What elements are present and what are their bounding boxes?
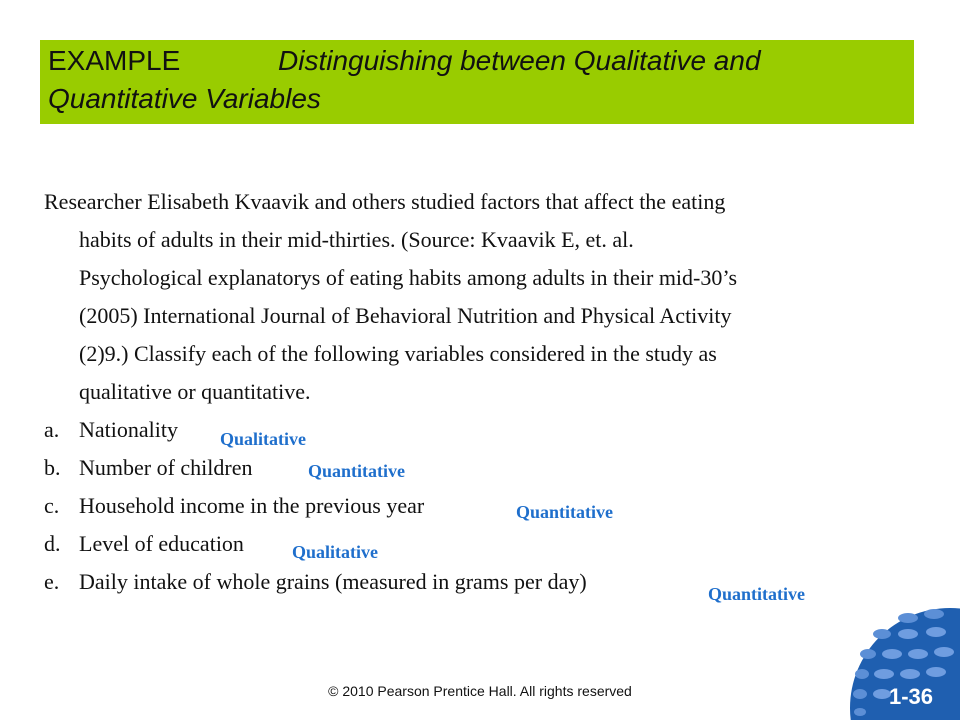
list-marker: e.	[44, 569, 60, 594]
title-line-1	[48, 44, 761, 78]
page-number: 1-36	[889, 684, 934, 709]
title-line-2	[48, 82, 321, 116]
list-item	[44, 492, 424, 520]
item-text: Level of education	[79, 531, 244, 556]
intro-line: Psychological explanatorys of eating habits among adults in their mid-30’s	[79, 265, 738, 290]
item-text: Household income in the previous year	[79, 493, 425, 518]
list-item	[44, 454, 253, 482]
answer-household-income: Quantitative	[516, 502, 613, 522]
intro-line: habits of adults in their mid-thirties. (Source: Kvaavik E, et. al.	[79, 227, 634, 252]
list-item	[44, 568, 587, 596]
list-marker: c.	[44, 493, 60, 518]
intro-line: (2005) International Journal of Behavioral Nutrition and Physical Activity	[79, 303, 732, 328]
answer-nationality: Qualitative	[220, 429, 306, 449]
copyright-footer: © 2010 Pearson Prentice Hall. All rights reserved	[328, 683, 632, 699]
title-bar	[40, 40, 914, 124]
title-main: Distinguishing between Qualitative and	[278, 45, 761, 76]
list-marker: a.	[44, 417, 60, 442]
answer-number-of-children: Quantitative	[308, 461, 405, 481]
intro-line: (2)9.) Classify each of the following variables considered in the study as	[79, 341, 717, 366]
item-text: Daily intake of whole grains (measured in grams per day)	[79, 569, 587, 594]
list-item	[44, 530, 244, 558]
list-marker: d.	[44, 531, 61, 556]
item-text: Nationality	[79, 417, 178, 442]
answer-daily-intake: Quantitative	[708, 584, 805, 604]
title-continuation: Quantitative Variables	[48, 83, 321, 114]
list-item	[44, 416, 178, 444]
list-marker: b.	[44, 455, 61, 480]
answer-level-of-education: Qualitative	[292, 542, 378, 562]
intro-line: qualitative or quantitative.	[79, 379, 311, 404]
item-text: Number of children	[79, 455, 253, 480]
title-tag: EXAMPLE	[48, 45, 181, 76]
intro-line: Researcher Elisabeth Kvaavik and others studied factors that affect the eating	[44, 189, 726, 214]
